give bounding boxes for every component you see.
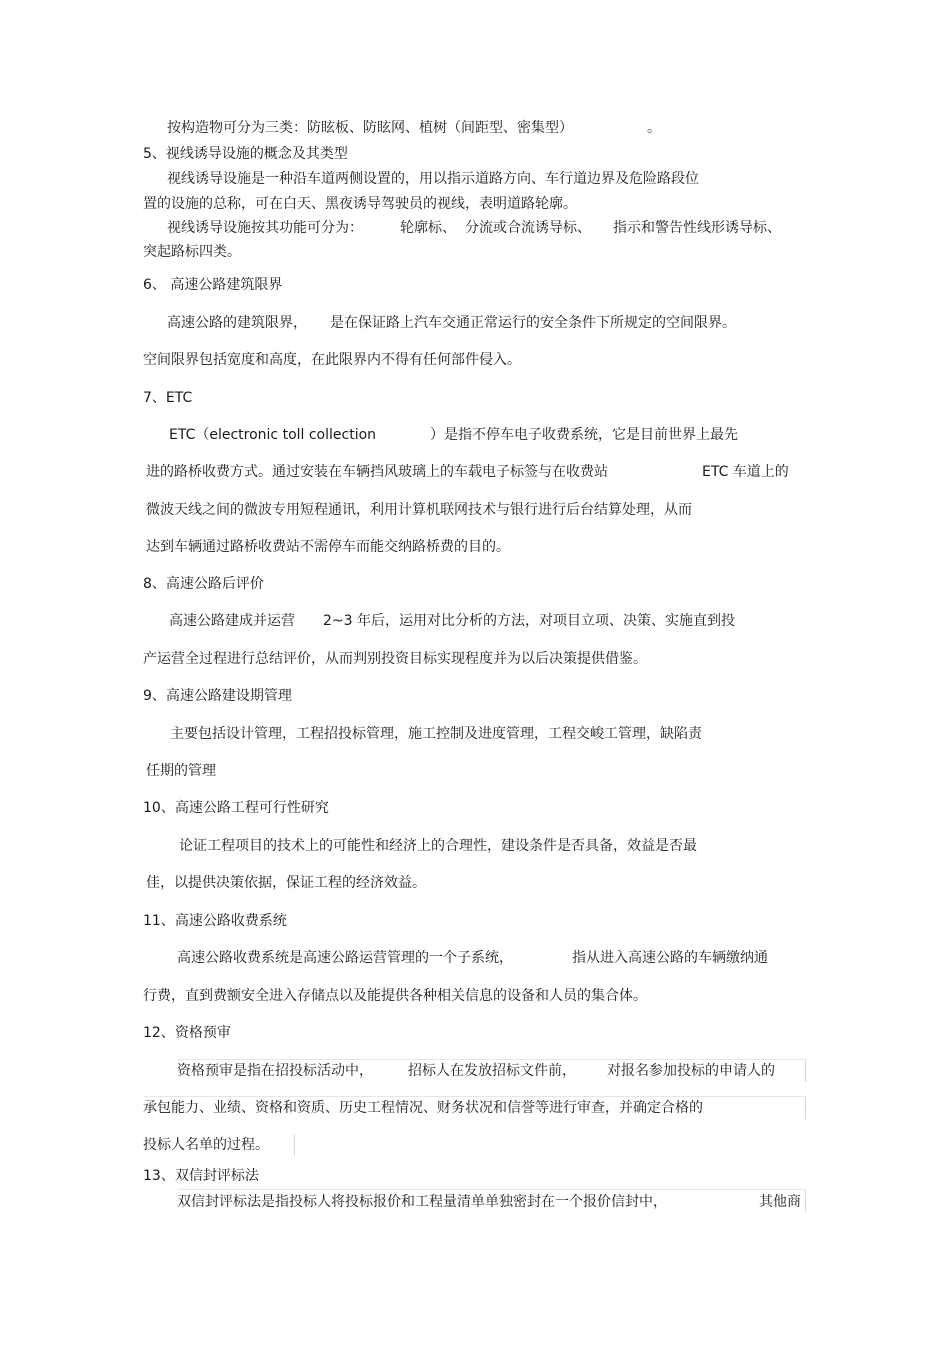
heading-text: 13、双信封评标法 <box>143 1168 259 1184</box>
text-segment: 主要包括设计管理，工程招投标管理，施工控制及进度管理，工程交峻工管理，缺陷责 <box>170 726 702 742</box>
heading-text: 11、高速公路收费系统 <box>143 913 287 929</box>
text-segment: 突起路标四类。 <box>143 244 241 260</box>
text-segment: 指示和警告性线形诱导标、 <box>613 220 781 236</box>
heading-text: 9、高速公路建设期管理 <box>143 688 292 704</box>
cell-border <box>805 1060 806 1082</box>
text-segment: 行费，直到费额安全进入存储点以及能提供各种相关信息的设备和人员的集合体。 <box>143 988 647 1004</box>
text-segment: 置的设施的总称，可在白天、黑夜诱导驾驶员的视线，表明道路轮廓。 <box>143 196 577 212</box>
text-segment: 高速公路收费系统是高速公路运营管理的一个子系统， <box>177 950 513 966</box>
text-segment: 视线诱导设施是一种沿车道两侧设置的，用以指示道路方向、车行道边界及危险路段位 <box>167 171 699 187</box>
heading-text: 7、ETC <box>143 390 193 406</box>
heading-text: 5、视线诱导设施的概念及其类型 <box>143 146 348 162</box>
cell-border <box>143 1096 806 1097</box>
cell-border <box>178 1189 806 1190</box>
text-segment: 产运营全过程进行总结评价，从而判别投资目标实现程度并为以后决策提供借鉴。 <box>143 651 647 667</box>
text-segment: 微波天线之间的微波专用短程通讯，利用计算机联网技术与银行进行后台结算处理，从而 <box>146 502 692 518</box>
text-segment: 资格预审是指在招投标活动中， <box>177 1063 373 1079</box>
text-segment: 达到车辆通过路桥收费站不需停车而能交纳路桥费的目的。 <box>146 539 510 555</box>
text-segment: 进的路桥收费方式。通过安装在车辆挡风玻璃上的车载电子标签与在收费站 <box>146 464 608 480</box>
text-segment: 指从进入高速公路的车辆缴纳通 <box>572 950 768 966</box>
text-segment: 高速公路的建筑限界， <box>167 315 307 331</box>
cell-border <box>805 1097 806 1119</box>
heading-text: 8、高速公路后评价 <box>143 576 264 592</box>
text-segment: 佳，以提供决策依据，保证工程的经济效益。 <box>146 875 426 891</box>
text-segment: 其他商 <box>759 1194 801 1210</box>
text-segment: 分流或合流诱导标、 <box>465 220 591 236</box>
cell-border <box>178 1059 806 1060</box>
text-segment: 按构造物可分为三类：防眩板、防眩网、植树（间距型、密集型） <box>167 120 573 136</box>
text-segment: 视线诱导设施按其功能可分为： <box>167 220 363 236</box>
heading-text: 10、高速公路工程可行性研究 <box>143 800 329 816</box>
text-segment: 投标人名单的过程。 <box>143 1137 269 1153</box>
text-segment: 任期的管理 <box>146 763 216 779</box>
text-segment: 是在保证路上汽车交通正常运行的安全条件下所规定的空间限界。 <box>330 315 736 331</box>
text-segment: 轮廓标、 <box>400 220 456 236</box>
text-segment: ）是指不停车电子收费系统，它是目前世界上最先 <box>430 427 738 443</box>
text-segment: 。 <box>647 120 661 136</box>
text-segment: 招标人在发放招标文件前， <box>408 1063 576 1079</box>
text-segment: 论证工程项目的技术上的可能性和经济上的合理性，建设条件是否具备，效益是否最 <box>179 838 697 854</box>
text-segment: 双信封评标法是指投标人将投标报价和工程量清单单独密封在一个报价信封中， <box>177 1194 667 1210</box>
text-segment: ETC 车道上的 <box>702 464 789 480</box>
text-segment: ETC（electronic toll collection <box>169 427 377 443</box>
heading-text: 12、资格预审 <box>143 1025 231 1041</box>
text-segment: 承包能力、业绩、资格和资质、历史工程情况、财务状况和信誉等进行审查，并确定合格的 <box>143 1100 703 1116</box>
text-segment: 对报名参加投标的申请人的 <box>607 1063 775 1079</box>
cell-border <box>294 1134 295 1156</box>
heading-text: 6、 高速公路建筑限界 <box>143 277 283 293</box>
text-segment: 2~3 年后，运用对比分析的方法，对项目立项、决策、实施直到投 <box>323 613 735 629</box>
cell-border <box>805 1190 806 1212</box>
text-segment: 空间限界包括宽度和高度，在此限界内不得有任何部件侵入。 <box>143 352 521 368</box>
text-segment: 高速公路建成并运营 <box>169 613 295 629</box>
